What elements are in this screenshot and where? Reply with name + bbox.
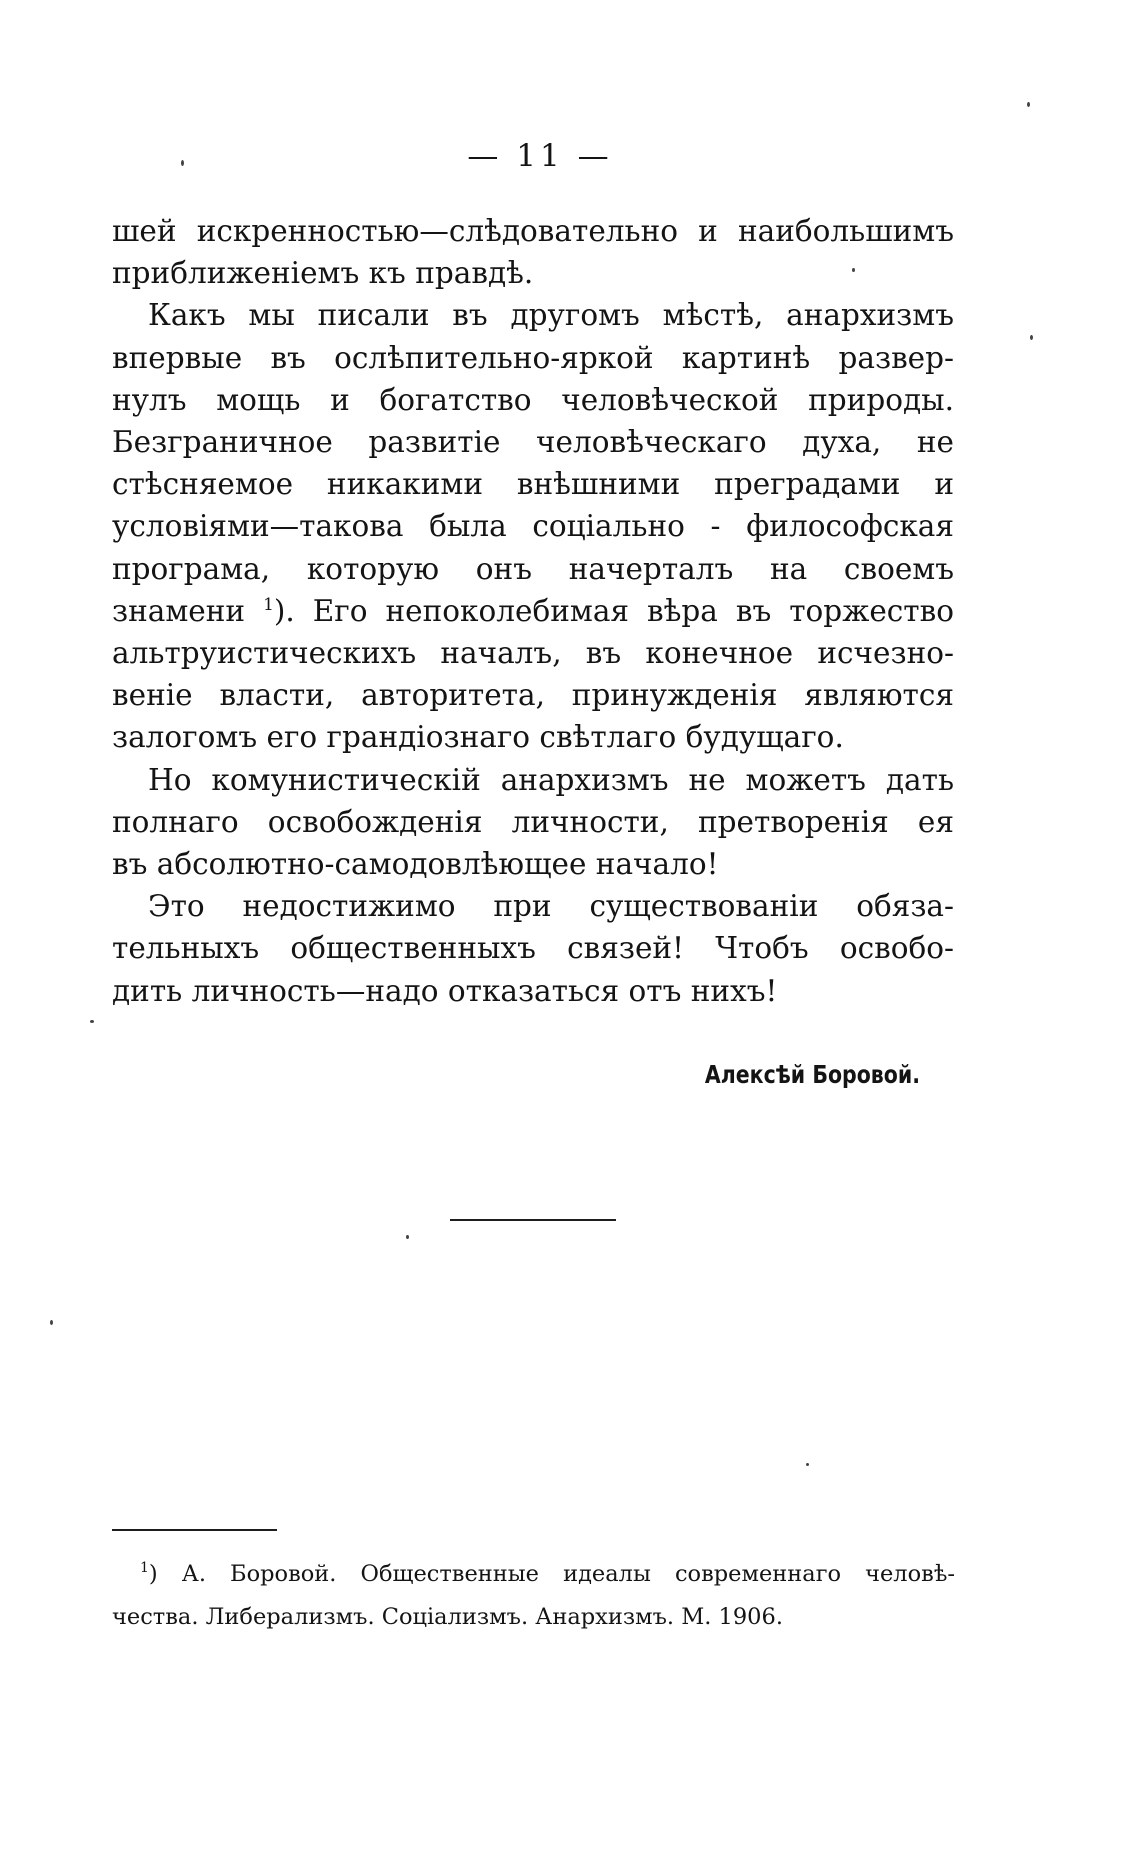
scan-speck: [406, 1235, 409, 1239]
text-line: залогомъ его грандіознаго свѣтлаго будущаго.: [112, 720, 844, 755]
text-line: приближеніемъ къ правдѣ.: [112, 256, 534, 291]
footnote-line: чества. Либерализмъ. Соціализмъ. Анархизмъ. М. 1906.: [112, 1604, 783, 1630]
scan-speck: [806, 1463, 809, 1466]
footnote-divider: [112, 1529, 277, 1531]
text-line: дить личность—надо отказаться отъ нихъ!: [112, 973, 778, 1008]
text-fragment: знамени: [112, 593, 264, 628]
main-text: [112, 210, 954, 1012]
text-line: альтруистическихъ началъ, въ конечное исчезно-: [112, 636, 954, 671]
text-line: въ абсолютно-самодовлѣющее начало!: [112, 847, 719, 882]
text-line: Безграничное развитіе человѣческаго духа, не: [112, 425, 954, 460]
paragraph-3: [112, 759, 954, 886]
paragraph-4: [112, 885, 954, 1012]
text-line: впервые въ ослѣпительно-яркой картинѣ развер-: [112, 340, 954, 375]
text-line-with-footnote-ref: [112, 590, 954, 632]
text-line: условіями—такова была соціально - философская: [112, 509, 954, 544]
author-signature: Алексѣй Боровой.: [704, 1060, 920, 1089]
text-line: стѣсняемое никакими внѣшними преградами и: [112, 467, 954, 502]
text-line: Какъ мы писали въ другомъ мѣстѣ, анархизмъ: [148, 298, 954, 333]
scan-speck: [181, 160, 184, 166]
text-fragment: ). Его непоколебимая вѣра въ торжество: [273, 593, 954, 628]
scan-speck: [90, 1020, 94, 1023]
scan-speck: [1027, 102, 1030, 107]
paragraph-1: [112, 210, 954, 294]
text-line: тельныхъ общественныхъ связей! Чтобъ освобо-: [112, 931, 954, 966]
footnote-text-end: ѣ-: [933, 1561, 955, 1587]
text-line: Это недостижимо при существованіи обяза-: [148, 889, 954, 924]
page-number: — 11 —: [467, 138, 613, 174]
footnote: [112, 1553, 955, 1639]
section-divider: [450, 1219, 616, 1221]
scan-speck: [1030, 335, 1033, 340]
text-line: веніе власти, авторитета, принужденія являются: [112, 678, 954, 713]
footnote-text: ) А. Боровой. Общественные идеалы современнаго челов: [148, 1561, 934, 1587]
scan-speck: [50, 1320, 53, 1325]
footnote-marker: 1: [140, 1560, 149, 1576]
scan-speck: [852, 268, 855, 272]
text-line: Но комунистическій анархизмъ не можетъ дать: [148, 762, 954, 797]
text-line: нулъ мощь и богатство человѣческой природы.: [112, 382, 954, 417]
text-line: полнаго освобожденія личности, претворенія ея: [112, 804, 954, 839]
paragraph-2: [112, 294, 954, 758]
footnote-reference: 1: [263, 594, 274, 615]
text-line: шей искренностью—слѣдовательно и наибольшимъ: [112, 214, 954, 248]
text-line: програма, которую онъ начерталъ на своемъ: [112, 551, 954, 586]
footnote-line: [140, 1553, 955, 1596]
